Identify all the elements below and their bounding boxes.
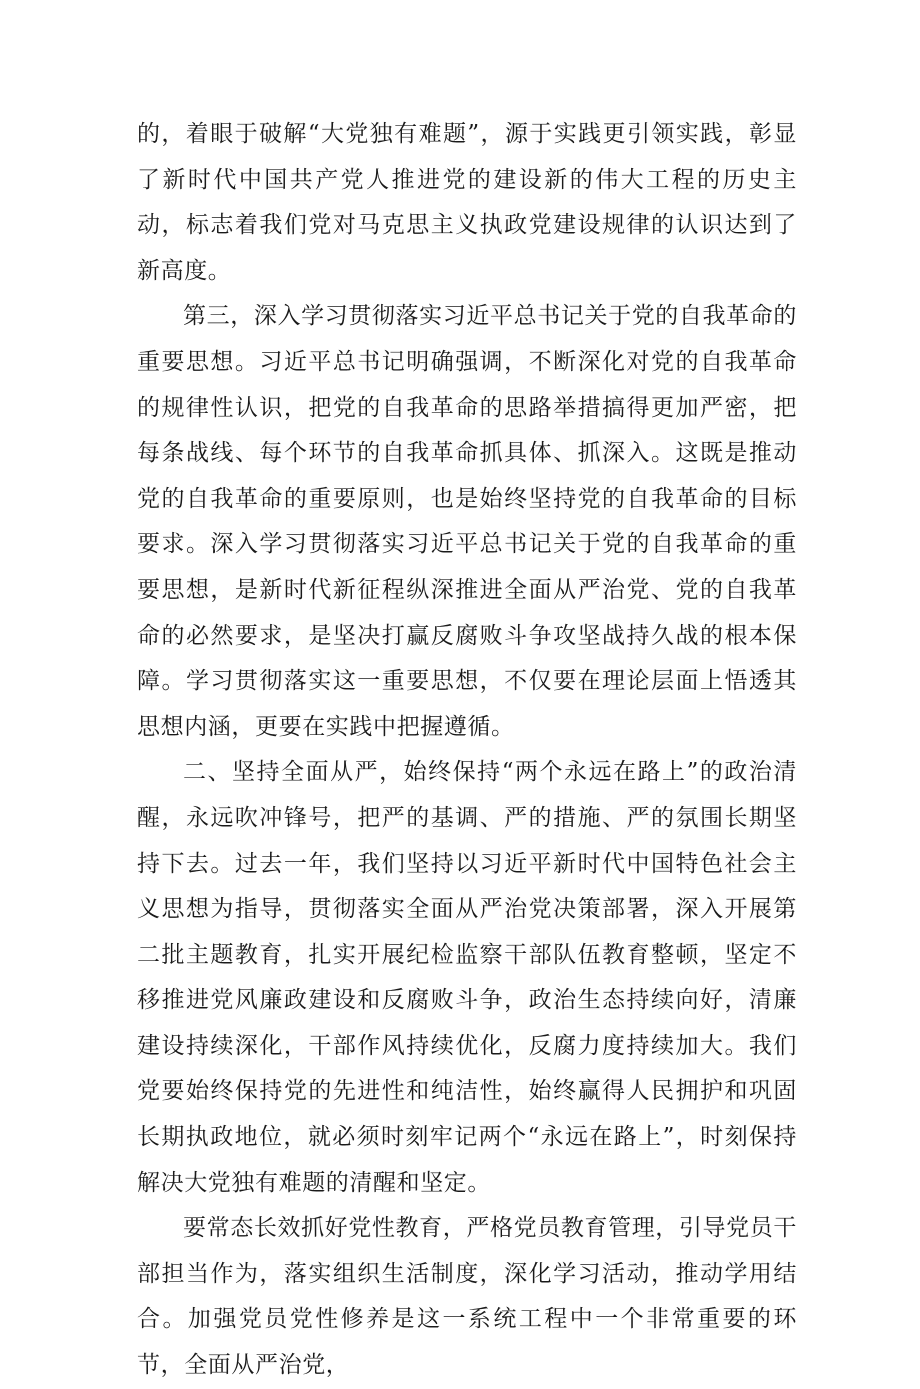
paragraph-4: 要常态长效抓好党性教育，严格党员教育管理，引导党员干部担当作为，落实组织生活制度，深化学习活动，推动学用结合。加强党员党性修养是这一系统工程中一个非常重要的环节，全面从严治党， — [137, 1215, 797, 1379]
paragraph-1: 的，着眼于破解“大党独有难题”，源于实践更引领实践，彰显了新时代中国共产党人推进党的建设新的伟大工程的历史主动，标志着我们党对马克思主义执政党建设规律的认识达到了新高度。 — [137, 121, 797, 284]
paragraph-2: 第三，深入学习贯彻落实习近平总书记关于党的自我革命的重要思想。习近平总书记明确强调，不断深化对党的自我革命的规律性认识，把党的自我革命的思路举措搞得更加严密，把每条战线、每个环节的自我革命抓具体、抓深入。这既是推动党的自我革命的重要原则，也是始终坚持党的自我革命的目标要求。深入学习贯彻落实习近平总书记关于党的自我革命的重要思想，是新时代新征程纵深推进全面从严治党、党的自我革命的必然要求，是坚决打赢反腐败斗争攻坚战持久战的根本保障。学习贯彻落实这一重要思想，不仅要在理论层面上悟透其思想内涵，更要在实践中把握遵循。 — [137, 303, 797, 740]
document-body — [137, 112, 797, 1389]
paragraph-3: 二、坚持全面从严，始终保持“两个永远在路上”的政治清醒，永远吹冲锋号，把严的基调、严的措施、严的氛围长期坚持下去。过去一年，我们坚持以习近平新时代中国特色社会主义思想为指导，贯彻落实全面从严治党决策部署，深入开展第二批主题教育，扎实开展纪检监察干部队伍教育整顿，坚定不移推进党风廉政建设和反腐败斗争，政治生态持续向好，清廉建设持续深化，干部作风持续优化，反腐力度持续加大。我们党要始终保持党的先进性和纯洁性，始终赢得人民拥护和巩固长期执政地位，就必须时刻牢记两个“永远在路上”，时刻保持解决大党独有难题的清醒和坚定。 — [137, 759, 797, 1196]
